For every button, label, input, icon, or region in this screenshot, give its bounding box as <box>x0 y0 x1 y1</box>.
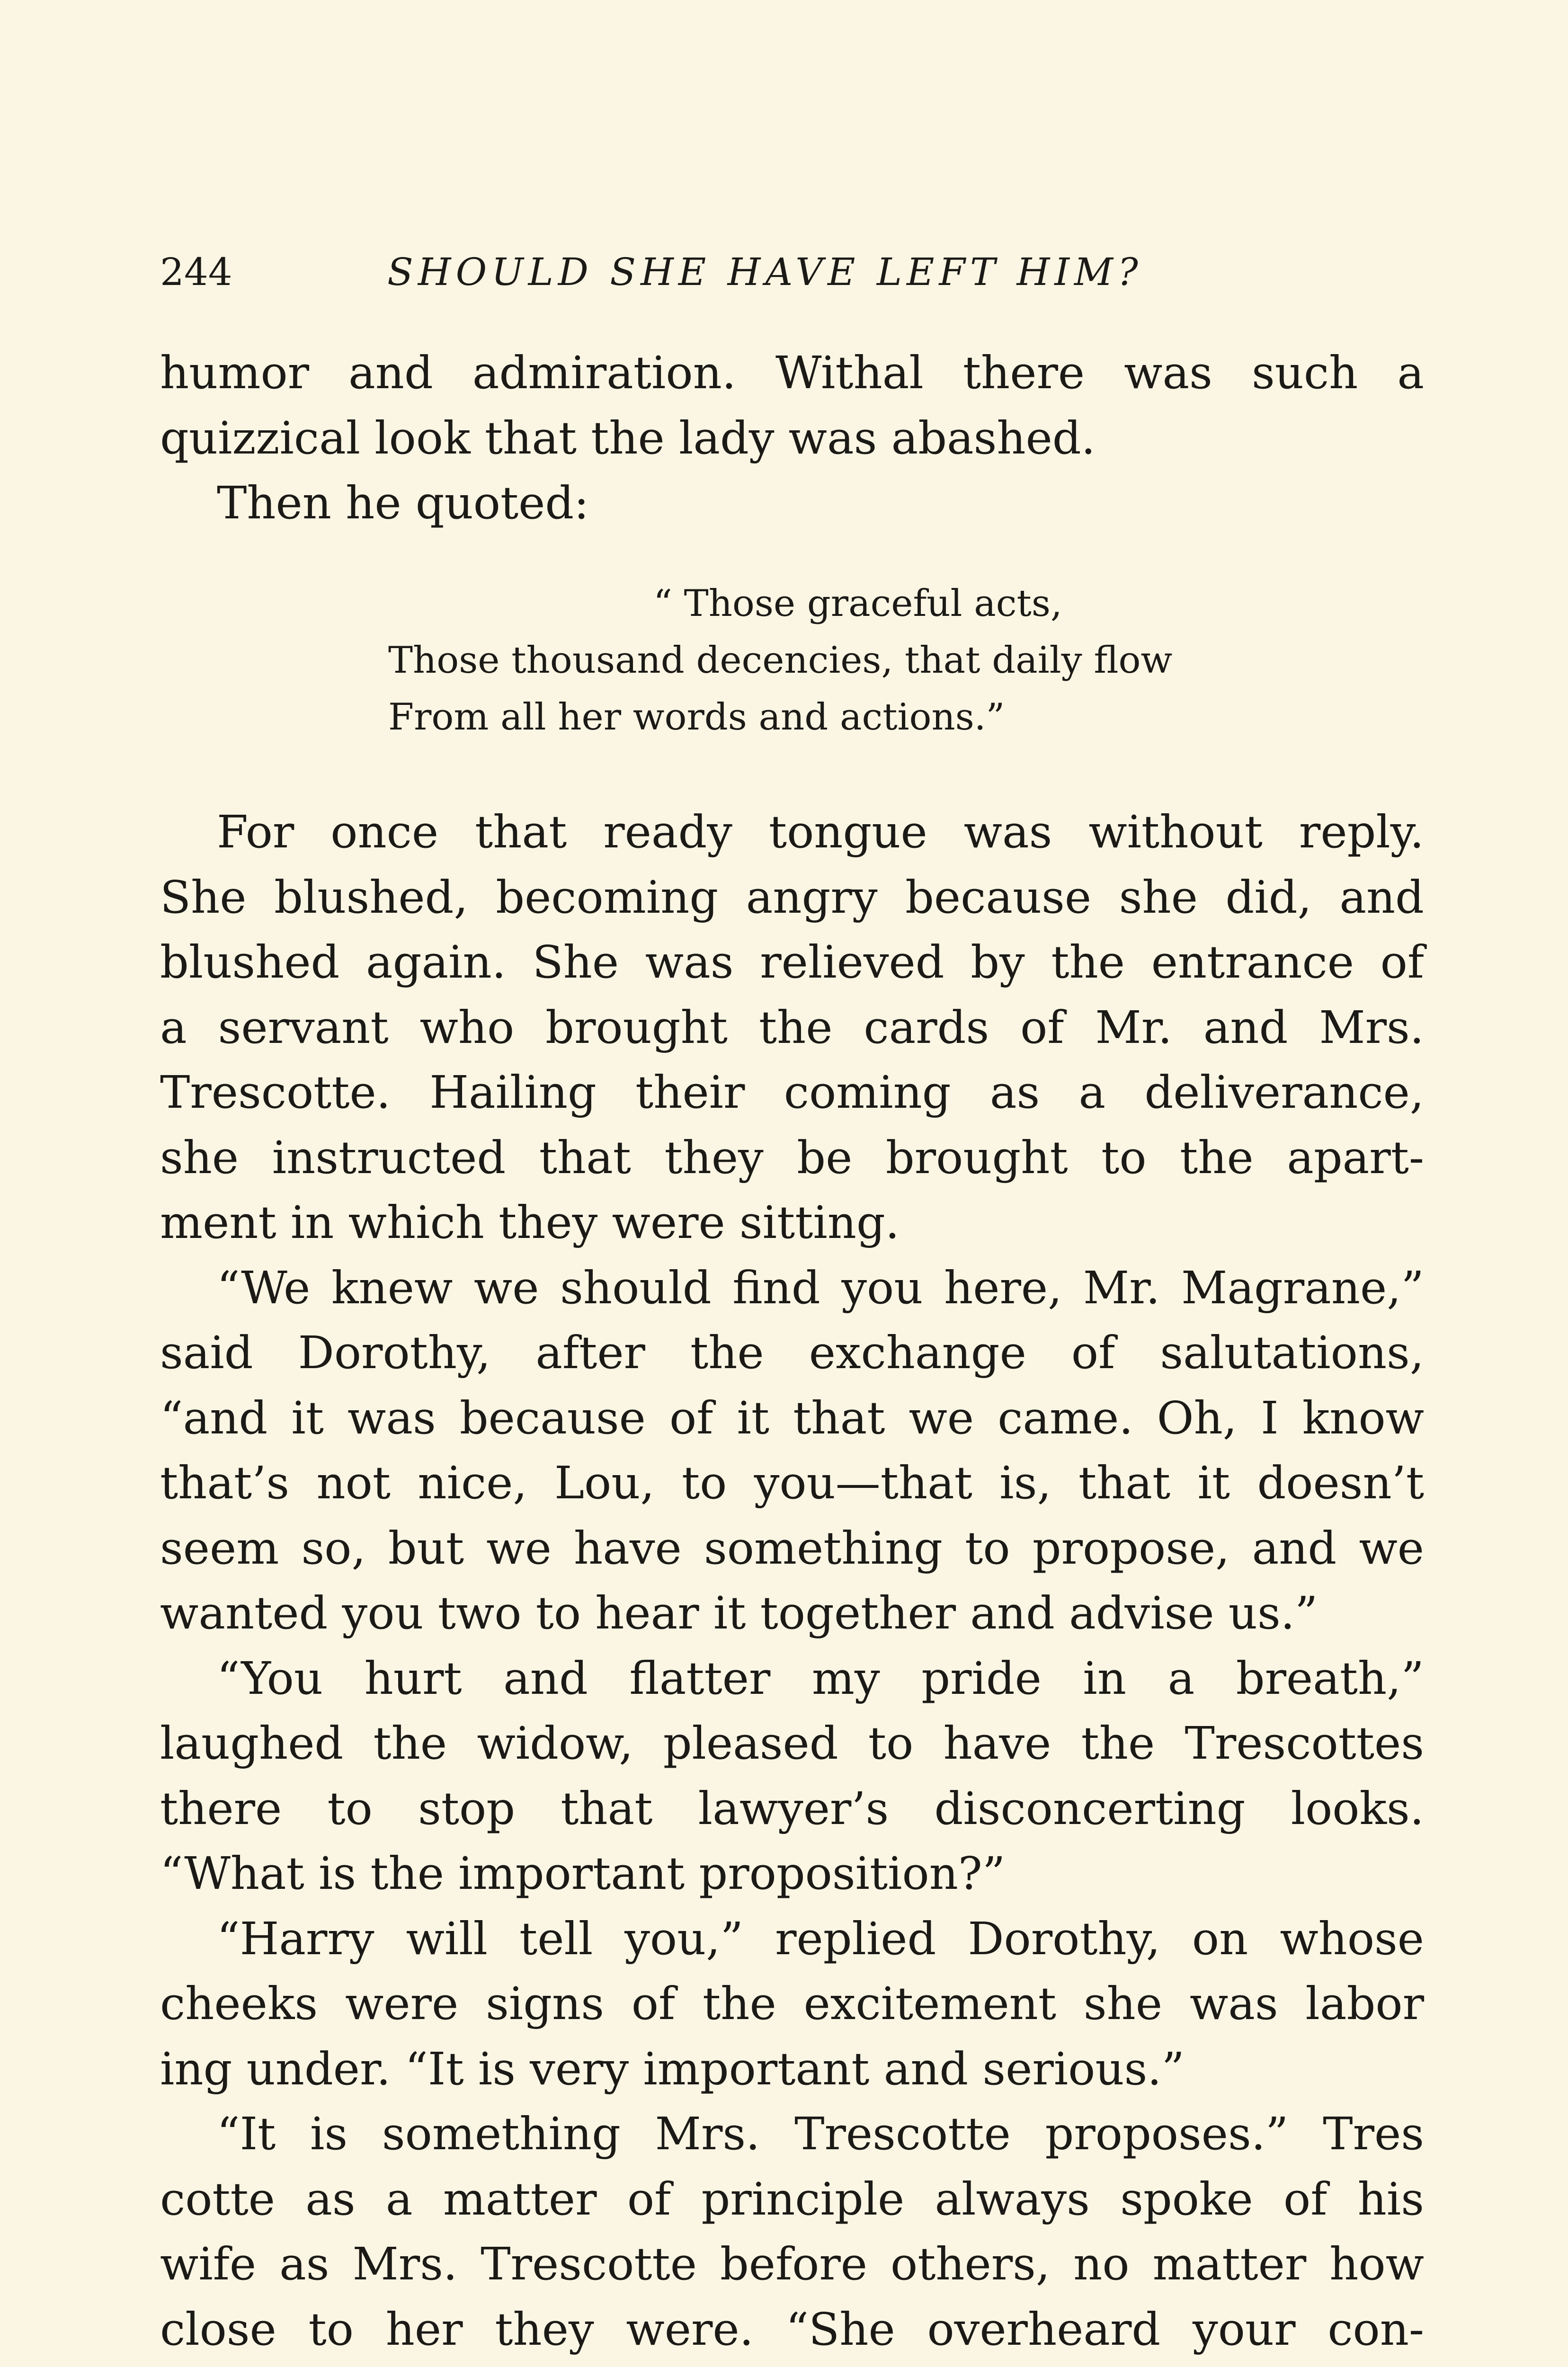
text-line: Then he quoted: <box>217 477 589 529</box>
text-line: She blushed, becoming angry because she did, and <box>160 871 1424 924</box>
verse-quotation <box>388 575 1172 746</box>
text-line: “and it was because of it that we came. Oh, I know <box>160 1392 1424 1444</box>
text-line: ing under. “It is very important and serious.” <box>160 2043 1185 2095</box>
text-line: ment in which they were sitting. <box>160 1197 900 1249</box>
text-line: wife as Mrs. Trescotte before others, no matter how <box>160 2238 1424 2290</box>
quote-line: “ Those graceful acts, <box>653 582 1062 625</box>
page-number: 244 <box>160 250 232 294</box>
text-line: For once that ready tongue was without reply. <box>217 806 1424 858</box>
text-line: cheeks were signs of the excitement she was labor <box>160 1978 1424 2030</box>
text-line: said Dorothy, after the exchange of salutations, <box>160 1327 1424 1379</box>
text-line: humor and admiration. Withal there was such a <box>160 347 1424 399</box>
text-line: that’s not nice, Lou, to you—that is, that it doesn’t <box>160 1457 1424 1509</box>
quote-line: From all her words and actions.” <box>388 696 1005 739</box>
text-block-1 <box>160 341 1424 536</box>
text-line: close to her they were. “She overheard your con- <box>160 2303 1424 2356</box>
text-line: laughed the widow, pleased to have the Trescottes <box>160 1717 1424 1770</box>
text-line: there to stop that lawyer’s disconcerting looks. <box>160 1782 1424 1835</box>
page-header <box>160 246 1424 298</box>
text-line: cotte as a matter of principle always spoke of his <box>160 2173 1424 2225</box>
text-line: a servant who brought the cards of Mr. and Mrs. <box>160 1001 1424 1054</box>
text-line: “We knew we should find you here, Mr. Magrane,” <box>217 1262 1424 1314</box>
text-block-2 <box>160 800 1424 2362</box>
text-line: “Harry will tell you,” replied Dorothy, on whose <box>217 1913 1424 1965</box>
running-title: SHOULD SHE HAVE LEFT HIM? <box>387 250 1143 294</box>
text-line: she instructed that they be brought to the apart- <box>160 1131 1424 1184</box>
text-line: seem so, but we have something to propose, and we <box>160 1522 1424 1575</box>
quote-line: Those thousand decencies, that daily flow <box>388 639 1173 682</box>
text-line: “What is the important proposition?” <box>160 1848 1006 1900</box>
text-line: quizzical look that the lady was abashed. <box>160 412 1096 464</box>
text-line: Trescotte. Hailing their coming as a deliverance, <box>160 1067 1424 1119</box>
text-line: “It is something Mrs. Trescotte proposes.” Tres <box>217 2108 1424 2160</box>
text-line: wanted you two to hear it together and advise us.” <box>160 1587 1318 1639</box>
text-line: “You hurt and flatter my pride in a breath,” <box>217 1652 1424 1705</box>
text-line: blushed again. She was relieved by the entrance of <box>160 936 1424 988</box>
